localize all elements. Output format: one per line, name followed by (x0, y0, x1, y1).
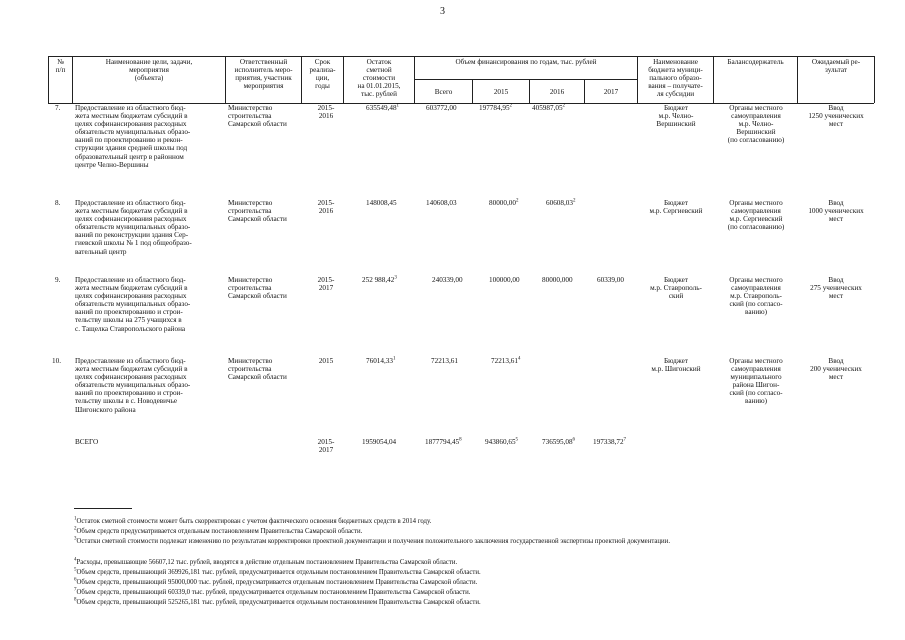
footnote-text: Объем средств, превышающий 369926,181 тыс. рублей, предусматривается отдельным постановлением Правительства Самарской области. (76, 569, 481, 576)
value: 140608,03 (426, 199, 457, 207)
header-top-line (48, 56, 874, 57)
footnote-ref: 2 (572, 198, 576, 204)
footnote-number: 2 (74, 526, 77, 532)
value: 60608,03 (546, 199, 573, 207)
footnote-ref: 2 (515, 198, 519, 204)
header-2015: 2015 (493, 88, 509, 96)
row-remainder (366, 104, 399, 112)
row-result: Ввод 1000 ученических мест (808, 199, 864, 224)
row-total (426, 199, 457, 207)
footnote-ref: 8 (459, 437, 462, 443)
row-2015 (479, 104, 512, 112)
row-total (431, 357, 458, 365)
row-num: 10. (52, 357, 61, 365)
value: 943860,65 (485, 438, 516, 446)
footnote-ref: 3 (394, 275, 397, 281)
footnote (74, 599, 481, 607)
header-name: Наименование цели, задачи, мероприятия (объекта) (105, 58, 193, 82)
row-name: Предоставление из областного бюд- жета местным бюджетам субсидий в целях софинансирования расходных обязательств муниципальных образо- ваний по проектированию и строи- тельству школы в с. Новодевичье Шигонского района (75, 357, 191, 414)
footnote-ref: 5 (515, 437, 519, 443)
total-remainder (362, 438, 396, 446)
row-result: Ввод 1250 ученических мест (808, 104, 864, 129)
row-total (432, 276, 463, 284)
footnote-ref: 7 (623, 437, 627, 443)
row-period: 2015- 2016 (317, 104, 335, 121)
total-period: 2015- 2017 (317, 438, 335, 455)
row-budget: Бюджет м.р. Сергиевский (649, 199, 703, 216)
row-executor: Министерство строительства Самарской области (228, 276, 287, 301)
header-remainder: Остаток сметной стоимости на 01.01.2015, тыс. рублей (357, 58, 401, 98)
header-num: № п/п (55, 58, 66, 74)
footnote-ref: 1 (392, 356, 396, 362)
row-remainder (362, 276, 397, 284)
header-budget: Наименование бюджета муници- пального образо- вания – получате- ля субсидии (648, 58, 703, 98)
row-period: 2015- 2016 (317, 199, 335, 216)
header-total: Всего (434, 88, 453, 96)
row-2016 (532, 104, 565, 112)
row-period: 2015 (318, 357, 334, 365)
value: 197338,72 (593, 438, 624, 446)
row-name: Предоставление из областного бюд- жета местным бюджетам субсидий в целях софинансирования расходных обязательств муниципальных образо- ваний по реконструкции здания Сер- гиевской школы № 1 под общеобразо- вательный центр (75, 199, 192, 256)
footnote-separator (74, 508, 132, 509)
header-2016: 2016 (549, 88, 565, 96)
row-result: Ввод 275 ученических мест (810, 276, 862, 301)
footnote-text: Объем средств, превышающий 95000,000 тыс. рублей, предусматривается отдельным постановлением Правительства Самарской области. (76, 579, 478, 586)
row-period: 2015- 2017 (317, 276, 335, 293)
footnote-number: 6 (74, 577, 77, 583)
row-2015 (489, 276, 520, 284)
row-executor: Министерство строительства Самарской области (228, 199, 287, 224)
footnote-ref: 2 (509, 103, 513, 109)
row-name: Предоставление из областного бюд- жета местным бюджетам субсидий в целях софинансирования расходных обязательств муниципальных образо- ваний по проектированию и строи- тельству школы на 275 учащихся в с. Тащелка Ставропольского района (75, 276, 191, 333)
funding-subheader-line (414, 79, 637, 80)
value: 1959054,04 (362, 438, 397, 446)
value: 148008,45 (366, 199, 397, 207)
footnote (64, 538, 886, 546)
footnote (74, 579, 477, 587)
footnote (74, 589, 470, 597)
total-2017 (593, 438, 626, 446)
row-holder: Органы местного самоуправления м.р. Ставрополь- ский (по согласо- ванию) (729, 276, 783, 317)
value: 635549,48 (366, 104, 397, 112)
row-2017 (597, 276, 624, 284)
row-executor: Министерство строительства Самарской области (228, 357, 287, 382)
footnote-number: 4 (74, 557, 77, 563)
row-2016 (542, 276, 573, 284)
footnote-text: Остаток сметной стоимости может быть скорректирован с учетом фактического освоения бюджетных средств в 2014 году. (76, 518, 432, 525)
row-2016 (546, 199, 575, 207)
footnote-ref: 1 (396, 103, 400, 109)
footnote-ref: 2 (562, 103, 566, 109)
total-2015 (485, 438, 518, 446)
footnote-text: Объем средств, превышающий 525265,181 тыс. рублей, предусматривается отдельным постановлением Правительства Самарской области. (76, 599, 481, 606)
row-result: Ввод 200 ученических мест (810, 357, 862, 382)
footnote-number: 7 (74, 587, 77, 593)
value: 72213,61 (491, 357, 518, 365)
footnote-ref: 6 (572, 437, 576, 443)
row-total (426, 104, 457, 112)
value: 240339,00 (432, 276, 463, 284)
value: 80000,000 (542, 276, 573, 284)
total-2016 (542, 438, 575, 446)
footnote-number: 5 (74, 567, 77, 573)
row-holder: Органы местного самоуправления муниципального района Шигон- ский (по согласо- ванию) (729, 357, 783, 406)
value: 603772,00 (426, 104, 457, 112)
value: 252 988,42 (362, 276, 395, 284)
value: 1877794,45 (425, 438, 460, 446)
value: 60339,00 (597, 276, 624, 284)
row-2015 (489, 199, 518, 207)
row-num: 9. (55, 276, 61, 284)
footnote-number: 8 (74, 597, 77, 603)
page-number: 3 (440, 6, 445, 17)
row-num: 8. (55, 199, 61, 207)
row-budget: Бюджет м.р. Ставрополь- ский (650, 276, 702, 301)
header-executor: Ответственный исполнитель меро- приятия, участник мероприятия (234, 58, 293, 90)
row-name: Предоставление из областного бюд- жета местным бюджетам субсидий в целях софинансирования расходных обязательств муниципальных образо- ваний по проектированию и рекон- струкции здания средней школы под образовательный центр в районном центре Челно-Вершины (75, 104, 191, 169)
footnote-text: Объем средств, превышающий 60339,0 тыс. рублей, предусматривается отдельным постановлением Правительства Самарской области. (76, 589, 471, 596)
header-holder: Балансодержатель (727, 58, 784, 66)
footnote-number: 1 (74, 516, 77, 522)
row-remainder (366, 199, 397, 207)
total-label: ВСЕГО (75, 438, 99, 446)
row-holder: Органы местного самоуправления м.р. Челно- Вершинский (по согласованию) (727, 104, 785, 145)
total-total (425, 438, 462, 446)
row-budget: Бюджет м.р. Челно- Вершинский (656, 104, 696, 129)
footnote-text: Остатки сметной стоимости подлежат изменению по результатам корректировки проектной документации и получения положительного заключения государственной экспертизы проектной документации. (76, 538, 671, 545)
row-executor: Министерство строительства Самарской области (228, 104, 287, 129)
footnote (74, 528, 362, 536)
header-result: Ожидаемый ре- зультат (811, 58, 861, 74)
footnote (74, 559, 457, 567)
footnote-ref: 4 (517, 356, 521, 362)
header-period: Срок реализа- ции, годы (309, 58, 336, 90)
row-holder: Органы местного самоуправления м.р. Сергиевский (по согласованию) (727, 199, 785, 232)
header-2017: 2017 (603, 88, 619, 96)
footnote (74, 518, 431, 526)
value: 72213,61 (431, 357, 458, 365)
value: 736595,08 (542, 438, 573, 446)
row-2015 (491, 357, 520, 365)
footnote-number: 3 (74, 536, 77, 542)
row-num: 7. (55, 104, 61, 112)
header-funding: Объем финансирования по годам, тыс. рублей (455, 58, 597, 66)
footnote-text: Объем средств предусматривается отдельным постановлением Правительства Самарской области. (76, 528, 363, 535)
value: 197784,95 (479, 104, 510, 112)
value: 76014,33 (366, 357, 393, 365)
value: 405987,05 (532, 104, 563, 112)
value: 80000,00 (489, 199, 516, 207)
value: 100000,00 (489, 276, 520, 284)
row-budget: Бюджет м.р. Шигонский (651, 357, 701, 374)
row-remainder (366, 357, 395, 365)
footnote-text: Расходы, превышающие 56607,12 тыс. рублей, вводятся в действие отдельным постановлением Правительства Самарской области. (76, 559, 458, 566)
col-divider (874, 56, 875, 103)
footnote (74, 569, 481, 577)
